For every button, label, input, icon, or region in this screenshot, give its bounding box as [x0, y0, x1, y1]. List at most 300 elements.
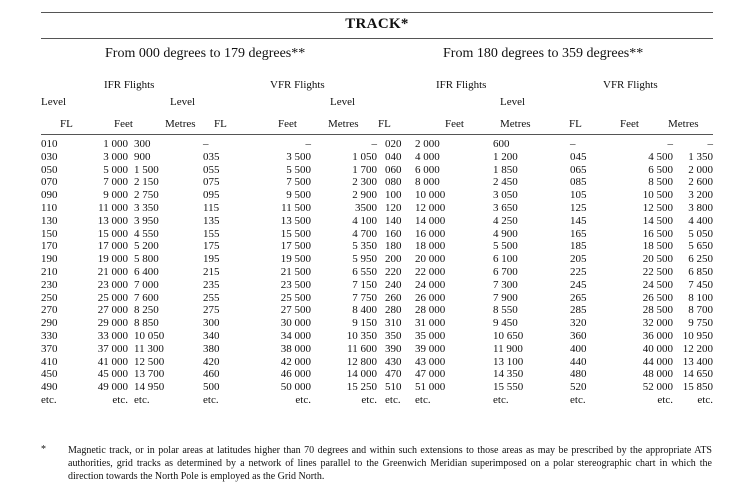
- table-row: [41, 394, 713, 407]
- east-vfr-fl-cell: 420: [203, 355, 220, 368]
- east-vfr-feet-cell: 23 500: [280, 278, 311, 291]
- east-vfr-fl-cell: 500: [203, 381, 220, 394]
- west-vfr-feet-cell: 24 500: [642, 278, 673, 291]
- east-vfr-fl-cell: 460: [203, 368, 220, 381]
- east-vfr-fl-cell: 215: [203, 265, 220, 278]
- table-row: [41, 304, 713, 317]
- east-vfr-metres-cell: 1 700: [352, 163, 377, 176]
- east-vfr-feet-cell: 34 000: [280, 329, 311, 342]
- east-ifr-fl-cell: 150: [41, 227, 58, 240]
- west-vfr-feet-cell: 10 500: [642, 189, 673, 202]
- col-fl-2: FL: [214, 118, 227, 130]
- west-ifr-fl-cell: 100: [385, 189, 402, 202]
- west-vfr-metres-cell: 3 800: [688, 201, 713, 214]
- west-ifr-metres-cell: 600: [493, 138, 510, 150]
- east-vfr-fl-cell: 155: [203, 227, 220, 240]
- west-ifr-fl-cell: 040: [385, 150, 402, 163]
- table-row: [41, 381, 713, 394]
- east-ifr-metres-cell: 13 700: [134, 368, 165, 381]
- west-ifr-fl-cell: 020: [385, 138, 402, 150]
- east-ifr-fl-cell: 050: [41, 163, 58, 176]
- west-vfr-fl-cell: 285: [570, 304, 587, 317]
- east-vfr-feet-cell: 3 500: [286, 150, 311, 163]
- west-vfr-feet-cell: 36 000: [642, 329, 673, 342]
- west-ifr-feet-cell: 8 000: [415, 176, 440, 189]
- west-ifr-metres-cell: 1 200: [493, 150, 518, 163]
- east-vfr-fl-cell: 300: [203, 317, 220, 330]
- east-ifr-fl-cell: 230: [41, 278, 58, 291]
- east-vfr-feet-cell: 46 000: [280, 368, 311, 381]
- east-vfr-metres-cell: 5 350: [352, 240, 377, 253]
- ifr-east-heading: IFR Flights: [104, 79, 155, 91]
- cruising-levels-table: [41, 138, 713, 407]
- level-label-2: Level: [170, 96, 196, 108]
- west-ifr-feet-cell: 2 000: [415, 138, 440, 150]
- west-ifr-feet-cell: 51 000: [415, 381, 446, 394]
- west-ifr-fl-cell: 060: [385, 163, 402, 176]
- east-ifr-feet-cell: 33 000: [97, 329, 128, 342]
- east-vfr-fl-cell: 255: [203, 291, 220, 304]
- east-vfr-feet-cell: 9 500: [286, 189, 311, 202]
- west-ifr-metres-cell: 3 650: [493, 201, 518, 214]
- east-ifr-fl-cell: 090: [41, 189, 58, 202]
- west-ifr-feet-cell: etc.: [415, 393, 431, 406]
- header-rule: [41, 134, 713, 135]
- east-vfr-fl-cell: 055: [203, 163, 220, 176]
- west-vfr-metres-cell: 6 850: [688, 265, 713, 278]
- west-vfr-feet-cell: 4 500: [648, 150, 673, 163]
- east-vfr-feet-cell: 42 000: [280, 355, 311, 368]
- west-vfr-metres-cell: 6 250: [688, 253, 713, 266]
- east-vfr-metres-cell: 1 050: [352, 150, 377, 163]
- east-ifr-metres-cell: 4 550: [134, 227, 159, 240]
- west-ifr-feet-cell: 43 000: [415, 355, 446, 368]
- west-ifr-fl-cell: 160: [385, 227, 402, 240]
- table-row: [41, 356, 713, 369]
- east-ifr-feet-cell: 21 000: [97, 265, 128, 278]
- west-vfr-fl-cell: 265: [570, 291, 587, 304]
- east-vfr-feet-cell: 38 000: [280, 342, 311, 355]
- east-ifr-metres-cell: 8 250: [134, 304, 159, 317]
- west-ifr-feet-cell: 47 000: [415, 368, 446, 381]
- east-vfr-fl-cell: 175: [203, 240, 220, 253]
- east-vfr-feet-cell: 19 500: [280, 253, 311, 266]
- table-row: [41, 189, 713, 202]
- east-vfr-metres-cell: 2 300: [352, 176, 377, 189]
- east-vfr-metres-cell: 6 550: [352, 265, 377, 278]
- east-ifr-feet-cell: 25 000: [97, 291, 128, 304]
- east-ifr-fl-cell: etc.: [41, 393, 57, 406]
- west-ifr-metres-cell: 4 900: [493, 227, 518, 240]
- west-ifr-metres-cell: 1 850: [493, 163, 518, 176]
- west-vfr-feet-cell: 14 500: [642, 214, 673, 227]
- east-ifr-feet-cell: 13 000: [97, 214, 128, 227]
- east-vfr-fl-cell: 075: [203, 176, 220, 189]
- east-ifr-metres-cell: 2 150: [134, 176, 159, 189]
- west-ifr-fl-cell: 240: [385, 278, 402, 291]
- east-vfr-fl-cell: 235: [203, 278, 220, 291]
- col-metres-1: Metres: [165, 118, 196, 130]
- east-ifr-fl-cell: 450: [41, 368, 58, 381]
- east-vfr-feet-cell: etc.: [295, 393, 311, 406]
- west-ifr-metres-cell: 6 700: [493, 265, 518, 278]
- table-row: [41, 164, 713, 177]
- ifr-west-heading: IFR Flights: [436, 79, 487, 91]
- west-ifr-metres-cell: etc.: [493, 393, 509, 406]
- vfr-east-heading: VFR Flights: [270, 79, 325, 91]
- west-ifr-metres-cell: 13 100: [493, 355, 524, 368]
- west-ifr-feet-cell: 26 000: [415, 291, 446, 304]
- west-vfr-feet-cell: 48 000: [642, 368, 673, 381]
- west-ifr-feet-cell: 28 000: [415, 304, 446, 317]
- east-vfr-metres-cell: –: [371, 138, 377, 150]
- west-ifr-metres-cell: 5 500: [493, 240, 518, 253]
- east-vfr-metres-cell: 9 150: [352, 317, 377, 330]
- col-fl-3: FL: [378, 118, 391, 130]
- west-vfr-metres-cell: 8 100: [688, 291, 713, 304]
- west-vfr-metres-cell: 2 000: [688, 163, 713, 176]
- col-feet-4: Feet: [620, 118, 639, 130]
- east-ifr-metres-cell: 6 400: [134, 265, 159, 278]
- west-vfr-feet-cell: 6 500: [648, 163, 673, 176]
- footnote-marker: *: [41, 444, 46, 455]
- west-ifr-metres-cell: 3 050: [493, 189, 518, 202]
- east-ifr-feet-cell: 23 000: [97, 278, 128, 291]
- east-vfr-fl-cell: 275: [203, 304, 220, 317]
- east-vfr-metres-cell: 5 950: [352, 253, 377, 266]
- col-metres-4: Metres: [668, 118, 699, 130]
- east-vfr-fl-cell: 380: [203, 342, 220, 355]
- col-feet-2: Feet: [278, 118, 297, 130]
- east-ifr-feet-cell: 29 000: [97, 317, 128, 330]
- east-vfr-metres-cell: 12 800: [346, 355, 377, 368]
- east-ifr-feet-cell: 41 000: [97, 355, 128, 368]
- west-vfr-metres-cell: 15 850: [682, 381, 713, 394]
- east-vfr-feet-cell: 17 500: [280, 240, 311, 253]
- west-ifr-fl-cell: 260: [385, 291, 402, 304]
- west-ifr-fl-cell: 280: [385, 304, 402, 317]
- west-vfr-fl-cell: etc.: [570, 393, 586, 406]
- west-ifr-metres-cell: 8 550: [493, 304, 518, 317]
- east-ifr-feet-cell: etc.: [112, 393, 128, 406]
- east-vfr-metres-cell: 8 400: [352, 304, 377, 317]
- east-ifr-feet-cell: 3 000: [103, 150, 128, 163]
- west-ifr-feet-cell: 14 000: [415, 214, 446, 227]
- west-vfr-metres-cell: 8 700: [688, 304, 713, 317]
- east-vfr-feet-cell: 21 500: [280, 265, 311, 278]
- east-ifr-fl-cell: 270: [41, 304, 58, 317]
- west-vfr-metres-cell: –: [707, 138, 713, 150]
- west-ifr-feet-cell: 10 000: [415, 189, 446, 202]
- west-ifr-feet-cell: 20 000: [415, 253, 446, 266]
- col-metres-2: Metres: [328, 118, 359, 130]
- east-vfr-metres-cell: 11 600: [347, 342, 377, 355]
- east-ifr-fl-cell: 070: [41, 176, 58, 189]
- west-vfr-fl-cell: 165: [570, 227, 587, 240]
- west-vfr-metres-cell: 10 950: [682, 329, 713, 342]
- east-ifr-fl-cell: 110: [41, 201, 58, 214]
- east-ifr-metres-cell: 7 600: [134, 291, 159, 304]
- east-ifr-fl-cell: 210: [41, 265, 58, 278]
- west-ifr-metres-cell: 10 650: [493, 329, 524, 342]
- west-ifr-feet-cell: 35 000: [415, 329, 446, 342]
- col-feet-3: Feet: [445, 118, 464, 130]
- west-ifr-feet-cell: 22 000: [415, 265, 446, 278]
- east-ifr-metres-cell: 7 000: [134, 278, 159, 291]
- footnote-text: Magnetic track, or in polar areas at latitudes higher than 70 degrees and within such extensions to those areas as may be prescribed by the appropriate ATS authorities, grid tracks as determined by a network of lines parallel to the Greenwich Meridian superimposed on a polar stereographic chart in which the direction towards the North Pole is employed as the Grid North.: [68, 445, 712, 482]
- west-ifr-feet-cell: 31 000: [415, 317, 446, 330]
- col-feet-1: Feet: [114, 118, 133, 130]
- west-vfr-feet-cell: 8 500: [648, 176, 673, 189]
- table-row: [41, 343, 713, 356]
- table-row: [41, 292, 713, 305]
- east-ifr-feet-cell: 5 000: [103, 163, 128, 176]
- east-vfr-metres-cell: 4 700: [352, 227, 377, 240]
- east-vfr-metres-cell: etc.: [361, 393, 377, 406]
- level-label-3: Level: [330, 96, 356, 108]
- east-ifr-fl-cell: 410: [41, 355, 58, 368]
- east-ifr-feet-cell: 7 000: [103, 176, 128, 189]
- west-vfr-feet-cell: 18 500: [642, 240, 673, 253]
- east-ifr-feet-cell: 45 000: [97, 368, 128, 381]
- east-vfr-feet-cell: 13 500: [280, 214, 311, 227]
- east-ifr-feet-cell: 15 000: [97, 227, 128, 240]
- east-ifr-metres-cell: 12 500: [134, 355, 165, 368]
- east-vfr-feet-cell: 25 500: [280, 291, 311, 304]
- west-ifr-feet-cell: 4 000: [415, 150, 440, 163]
- west-ifr-metres-cell: 6 100: [493, 253, 518, 266]
- west-vfr-metres-cell: 5 050: [688, 227, 713, 240]
- east-vfr-feet-cell: 7 500: [286, 176, 311, 189]
- level-label-1: Level: [41, 96, 67, 108]
- east-vfr-metres-cell: 2 900: [352, 189, 377, 202]
- east-ifr-metres-cell: 10 050: [134, 329, 165, 342]
- east-vfr-feet-cell: 30 000: [280, 317, 311, 330]
- east-ifr-fl-cell: 290: [41, 317, 58, 330]
- west-vfr-fl-cell: 320: [570, 317, 587, 330]
- east-vfr-feet-cell: 15 500: [280, 227, 311, 240]
- east-ifr-feet-cell: 37 000: [97, 342, 128, 355]
- table-row: [41, 266, 713, 279]
- east-vfr-fl-cell: 115: [203, 201, 220, 214]
- west-vfr-feet-cell: 32 000: [642, 317, 673, 330]
- west-vfr-feet-cell: 44 000: [642, 355, 673, 368]
- west-vfr-fl-cell: –: [570, 138, 576, 150]
- east-vfr-feet-cell: 27 500: [280, 304, 311, 317]
- east-vfr-metres-cell: 3500: [355, 201, 377, 214]
- west-ifr-fl-cell: 390: [385, 342, 402, 355]
- west-vfr-metres-cell: 3 200: [688, 189, 713, 202]
- east-vfr-fl-cell: 095: [203, 189, 220, 202]
- west-ifr-fl-cell: 220: [385, 265, 402, 278]
- west-vfr-feet-cell: 16 500: [642, 227, 673, 240]
- east-ifr-metres-cell: etc.: [134, 393, 150, 406]
- west-vfr-fl-cell: 125: [570, 201, 587, 214]
- west-vfr-feet-cell: 20 500: [642, 253, 673, 266]
- west-ifr-metres-cell: 2 450: [493, 176, 518, 189]
- west-vfr-fl-cell: 185: [570, 240, 587, 253]
- table-row: [41, 151, 713, 164]
- west-ifr-metres-cell: 7 900: [493, 291, 518, 304]
- west-vfr-fl-cell: 205: [570, 253, 587, 266]
- east-ifr-feet-cell: 27 000: [97, 304, 128, 317]
- east-ifr-metres-cell: 2 750: [134, 189, 159, 202]
- west-vfr-fl-cell: 225: [570, 265, 587, 278]
- table-row: [41, 330, 713, 343]
- table-row: [41, 368, 713, 381]
- west-ifr-fl-cell: 430: [385, 355, 402, 368]
- level-label-4: Level: [500, 96, 526, 108]
- east-vfr-feet-cell: 11 500: [281, 201, 311, 214]
- west-vfr-feet-cell: 40 000: [642, 342, 673, 355]
- east-vfr-fl-cell: 135: [203, 214, 220, 227]
- east-vfr-fl-cell: etc.: [203, 393, 219, 406]
- west-ifr-fl-cell: 470: [385, 368, 402, 381]
- west-vfr-fl-cell: 045: [570, 150, 587, 163]
- west-ifr-fl-cell: 350: [385, 329, 402, 342]
- west-vfr-fl-cell: 360: [570, 329, 587, 342]
- west-vfr-metres-cell: 2 600: [688, 176, 713, 189]
- west-vfr-feet-cell: 52 000: [642, 381, 673, 394]
- west-vfr-fl-cell: 085: [570, 176, 587, 189]
- west-vfr-fl-cell: 440: [570, 355, 587, 368]
- west-vfr-fl-cell: 480: [570, 368, 587, 381]
- west-ifr-fl-cell: 140: [385, 214, 402, 227]
- east-ifr-metres-cell: 1 500: [134, 163, 159, 176]
- west-ifr-fl-cell: 180: [385, 240, 402, 253]
- west-vfr-fl-cell: 400: [570, 342, 587, 355]
- east-ifr-fl-cell: 490: [41, 381, 58, 394]
- east-ifr-feet-cell: 1 000: [103, 138, 128, 150]
- east-vfr-metres-cell: 4 100: [352, 214, 377, 227]
- east-vfr-metres-cell: 7 150: [352, 278, 377, 291]
- west-ifr-feet-cell: 16 000: [415, 227, 446, 240]
- title-rule: [41, 38, 713, 39]
- east-vfr-feet-cell: 5 500: [286, 163, 311, 176]
- west-vfr-metres-cell: 14 650: [682, 368, 713, 381]
- col-metres-3: Metres: [500, 118, 531, 130]
- east-vfr-fl-cell: 340: [203, 329, 220, 342]
- west-vfr-feet-cell: 26 500: [642, 291, 673, 304]
- west-ifr-feet-cell: 12 000: [415, 201, 446, 214]
- table-row: [41, 176, 713, 189]
- west-vfr-feet-cell: 12 500: [642, 201, 673, 214]
- east-ifr-fl-cell: 370: [41, 342, 58, 355]
- vfr-west-heading: VFR Flights: [603, 79, 658, 91]
- east-ifr-metres-cell: 5 800: [134, 253, 159, 266]
- east-vfr-feet-cell: 50 000: [280, 381, 311, 394]
- west-vfr-feet-cell: –: [667, 138, 673, 150]
- west-ifr-fl-cell: 080: [385, 176, 402, 189]
- east-vfr-fl-cell: 035: [203, 150, 220, 163]
- west-vfr-metres-cell: etc.: [697, 393, 713, 406]
- table-title: TRACK*: [345, 16, 409, 32]
- east-ifr-fl-cell: 030: [41, 150, 58, 163]
- table-row: [41, 240, 713, 253]
- west-ifr-metres-cell: 4 250: [493, 214, 518, 227]
- west-ifr-metres-cell: 15 550: [493, 381, 524, 394]
- east-ifr-fl-cell: 190: [41, 253, 58, 266]
- west-vfr-feet-cell: 28 500: [642, 304, 673, 317]
- east-ifr-metres-cell: 8 850: [134, 317, 159, 330]
- east-ifr-metres-cell: 3 350: [134, 201, 159, 214]
- west-vfr-metres-cell: 5 650: [688, 240, 713, 253]
- east-ifr-feet-cell: 19 000: [97, 253, 128, 266]
- west-vfr-metres-cell: 9 750: [688, 317, 713, 330]
- east-ifr-feet-cell: 9 000: [103, 189, 128, 202]
- west-vfr-feet-cell: 22 500: [642, 265, 673, 278]
- west-vfr-fl-cell: 520: [570, 381, 587, 394]
- table-row: [41, 253, 713, 266]
- east-vfr-metres-cell: 7 750: [352, 291, 377, 304]
- east-ifr-metres-cell: 900: [134, 150, 151, 163]
- west-vfr-fl-cell: 105: [570, 189, 587, 202]
- west-ifr-fl-cell: etc.: [385, 393, 401, 406]
- range-west-heading: From 180 degrees to 359 degrees**: [443, 46, 644, 61]
- table-row: [41, 228, 713, 241]
- west-ifr-metres-cell: 11 900: [493, 342, 523, 355]
- col-fl-1: FL: [60, 118, 73, 130]
- table-row: [41, 279, 713, 292]
- table-row: [41, 317, 713, 330]
- west-ifr-fl-cell: 310: [385, 317, 402, 330]
- west-vfr-metres-cell: 13 400: [682, 355, 713, 368]
- west-ifr-metres-cell: 14 350: [493, 368, 524, 381]
- east-vfr-metres-cell: 14 000: [346, 368, 377, 381]
- west-vfr-feet-cell: etc.: [657, 393, 673, 406]
- east-ifr-metres-cell: 11 300: [134, 342, 164, 355]
- east-ifr-metres-cell: 14 950: [134, 381, 165, 394]
- table-row: [41, 215, 713, 228]
- west-ifr-feet-cell: 24 000: [415, 278, 446, 291]
- col-fl-4: FL: [569, 118, 582, 130]
- west-ifr-metres-cell: 9 450: [493, 317, 518, 330]
- west-vfr-fl-cell: 145: [570, 214, 587, 227]
- west-ifr-fl-cell: 120: [385, 201, 402, 214]
- east-ifr-feet-cell: 49 000: [97, 381, 128, 394]
- east-vfr-fl-cell: –: [203, 138, 209, 150]
- east-ifr-metres-cell: 300: [134, 138, 151, 150]
- west-ifr-fl-cell: 200: [385, 253, 402, 266]
- west-ifr-feet-cell: 18 000: [415, 240, 446, 253]
- top-rule: [41, 12, 713, 13]
- west-ifr-metres-cell: 7 300: [493, 278, 518, 291]
- east-vfr-metres-cell: 10 350: [346, 329, 377, 342]
- west-vfr-fl-cell: 065: [570, 163, 587, 176]
- west-ifr-fl-cell: 510: [385, 381, 402, 394]
- east-ifr-feet-cell: 11 000: [98, 201, 128, 214]
- west-vfr-metres-cell: 1 350: [688, 150, 713, 163]
- table-row: [41, 202, 713, 215]
- east-ifr-metres-cell: 5 200: [134, 240, 159, 253]
- east-vfr-fl-cell: 195: [203, 253, 220, 266]
- west-vfr-metres-cell: 4 400: [688, 214, 713, 227]
- east-ifr-fl-cell: 170: [41, 240, 58, 253]
- east-ifr-fl-cell: 250: [41, 291, 58, 304]
- east-vfr-feet-cell: –: [305, 138, 311, 150]
- east-ifr-metres-cell: 3 950: [134, 214, 159, 227]
- range-east-heading: From 000 degrees to 179 degrees**: [105, 46, 306, 61]
- west-vfr-metres-cell: 12 200: [682, 342, 713, 355]
- east-ifr-fl-cell: 330: [41, 329, 58, 342]
- west-ifr-feet-cell: 39 000: [415, 342, 446, 355]
- east-ifr-fl-cell: 010: [41, 138, 58, 150]
- east-ifr-fl-cell: 130: [41, 214, 58, 227]
- west-vfr-fl-cell: 245: [570, 278, 587, 291]
- east-vfr-metres-cell: 15 250: [346, 381, 377, 394]
- east-ifr-feet-cell: 17 000: [97, 240, 128, 253]
- west-ifr-feet-cell: 6 000: [415, 163, 440, 176]
